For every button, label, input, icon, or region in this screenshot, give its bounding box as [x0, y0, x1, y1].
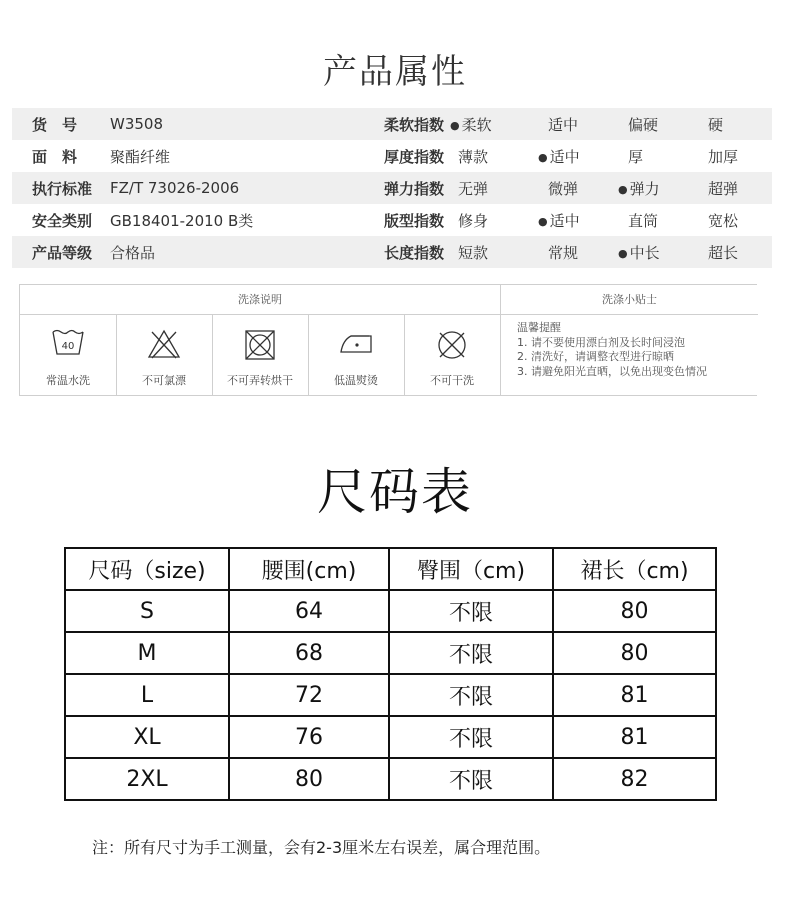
- size-cell: 不限: [389, 632, 553, 674]
- index-option-label: 直筒: [628, 211, 659, 230]
- size-cell: 76: [229, 716, 389, 758]
- size-row: [65, 716, 716, 758]
- size-cell: 80: [553, 632, 716, 674]
- attribute-label: 产品等级: [12, 236, 104, 268]
- tip-item: 3. 请避免阳光直晒，以免出现变色情况: [517, 364, 707, 378]
- wash-care-label: 不可氯漂: [142, 374, 186, 387]
- attribute-row: [12, 140, 772, 172]
- index-option: [448, 108, 532, 140]
- wash-tub-40-icon: [51, 328, 85, 356]
- size-row: [65, 590, 716, 632]
- tip-item: 1. 请不要使用漂白剂及长时间浸泡: [517, 335, 685, 349]
- size-chart-table: [64, 547, 717, 801]
- size-cell: 80: [229, 758, 389, 800]
- index-option: [612, 140, 692, 172]
- washing-panel: [19, 284, 757, 396]
- selected-dot-icon: ●: [538, 150, 548, 164]
- wash-care-item: [116, 314, 212, 396]
- selected-dot-icon: ●: [618, 246, 628, 260]
- wash-care-item: [308, 314, 404, 396]
- index-option: [692, 204, 772, 236]
- index-option: [692, 140, 772, 172]
- wash-care-item: [404, 314, 500, 396]
- attribute-value: GB18401-2010 B类: [110, 211, 254, 230]
- size-cell: 82: [553, 758, 716, 800]
- size-cell: 不限: [389, 674, 553, 716]
- size-header-cell: 腰围(cm): [229, 548, 389, 590]
- index-option: [448, 172, 532, 204]
- index-option: [692, 172, 772, 204]
- selected-dot-icon: ●: [450, 118, 460, 132]
- index-option-label: 适中: [548, 115, 579, 134]
- selected-dot-icon: ●: [538, 214, 548, 228]
- wash-care-item: [20, 314, 116, 396]
- size-row: [65, 632, 716, 674]
- index-option-label: 硬: [708, 115, 724, 134]
- size-cell: M: [65, 632, 229, 674]
- washing-header: 洗涤说明: [20, 285, 500, 315]
- index-option-label: 偏硬: [628, 115, 659, 134]
- washing-tips-header: 洗涤小贴士: [501, 285, 758, 315]
- index-option-label: 柔软: [461, 115, 492, 134]
- wash-care-label: 低温熨烫: [334, 374, 378, 387]
- size-cell: L: [65, 674, 229, 716]
- size-cell: 68: [229, 632, 389, 674]
- index-label: 版型指数: [383, 211, 444, 230]
- index-option-label: 弹力: [629, 179, 660, 198]
- attribute-label: 安全类别: [32, 211, 93, 230]
- wash-care-label: 常温水洗: [46, 374, 90, 387]
- size-header-cell: 尺码（size): [65, 548, 229, 590]
- wash-care-label: 不可干洗: [430, 374, 474, 387]
- tip-item: 2. 清洗好，请调整衣型进行晾晒: [517, 350, 674, 363]
- index-option: [448, 236, 532, 268]
- size-cell: 80: [553, 590, 716, 632]
- index-option-label: 中长: [629, 243, 660, 262]
- wash-temperature: 40: [61, 341, 75, 352]
- index-option: [532, 236, 612, 268]
- index-option-label: 适中: [549, 147, 580, 166]
- index-option-label: 修身: [458, 211, 489, 230]
- index-option-label: 超弹: [708, 179, 739, 198]
- size-cell: 不限: [389, 758, 553, 800]
- attribute-label: 面 料: [32, 147, 78, 166]
- size-row: [65, 758, 716, 800]
- size-cell: S: [65, 590, 229, 632]
- index-option-label: 适中: [549, 211, 580, 230]
- attribute-value: 聚酯纤维: [110, 147, 171, 166]
- index-option: [692, 108, 772, 140]
- index-option: [612, 204, 692, 236]
- low-iron-icon: [337, 328, 375, 358]
- index-label: 厚度指数: [383, 147, 444, 166]
- index-label: 弹力指数: [354, 172, 448, 204]
- index-label: 柔软指数: [354, 108, 448, 140]
- no-bleach-icon: [146, 328, 182, 360]
- size-cell: 81: [553, 716, 716, 758]
- no-dry-clean-icon: [435, 328, 469, 362]
- size-row: [65, 674, 716, 716]
- index-option: [692, 236, 772, 268]
- index-option: [612, 172, 692, 204]
- index-option: [532, 204, 612, 236]
- index-option-label: 无弹: [458, 179, 489, 198]
- size-header-cell: 臀围（cm): [389, 548, 553, 590]
- size-cell: XL: [65, 716, 229, 758]
- size-cell: 不限: [389, 716, 553, 758]
- index-option: [532, 108, 612, 140]
- attribute-label: 货 号: [12, 108, 104, 140]
- index-option: [448, 204, 532, 236]
- size-cell: 72: [229, 674, 389, 716]
- index-option-label: 薄款: [458, 147, 489, 166]
- selected-dot-icon: ●: [618, 182, 628, 196]
- size-header-row: [65, 548, 716, 590]
- attribute-row: [12, 172, 772, 204]
- index-option: [448, 140, 532, 172]
- size-cell: 2XL: [65, 758, 229, 800]
- attributes-table: [12, 108, 772, 268]
- attribute-value: FZ/T 73026-2006: [104, 172, 354, 204]
- tips-title: 温馨提醒: [517, 321, 561, 334]
- attribute-label: 执行标准: [12, 172, 104, 204]
- index-option-label: 厚: [628, 147, 644, 166]
- attribute-row: [12, 204, 772, 236]
- attribute-value: W3508: [104, 108, 354, 140]
- attribute-row: [12, 236, 772, 268]
- wash-care-label: 不可弄转烘干: [227, 374, 293, 387]
- index-option-label: 常规: [548, 243, 579, 262]
- measurement-note: 注：所有尺寸为手工测量，会有2-3厘米左右误差，属合理范围。: [92, 838, 551, 857]
- index-option-label: 宽松: [708, 211, 739, 230]
- index-option-label: 超长: [708, 243, 739, 262]
- washing-tips: [517, 321, 757, 379]
- index-option-label: 微弹: [548, 179, 579, 198]
- size-header-cell: 裙长（cm): [553, 548, 716, 590]
- size-cell: 不限: [389, 590, 553, 632]
- index-option: [532, 172, 612, 204]
- index-option: [612, 108, 692, 140]
- attribute-row: [12, 108, 772, 140]
- no-tumble-dry-icon: [243, 328, 277, 362]
- index-label: 长度指数: [354, 236, 448, 268]
- size-chart-title: 尺码表: [317, 463, 473, 521]
- index-option: [532, 140, 612, 172]
- attribute-value: 合格品: [104, 236, 354, 268]
- size-cell: 64: [229, 590, 389, 632]
- index-option-label: 加厚: [708, 147, 739, 166]
- wash-care-item: [212, 314, 308, 396]
- index-option-label: 短款: [458, 243, 489, 262]
- attributes-title: 产品属性: [323, 52, 467, 92]
- divider: [500, 285, 501, 396]
- index-option: [612, 236, 692, 268]
- size-cell: 81: [553, 674, 716, 716]
